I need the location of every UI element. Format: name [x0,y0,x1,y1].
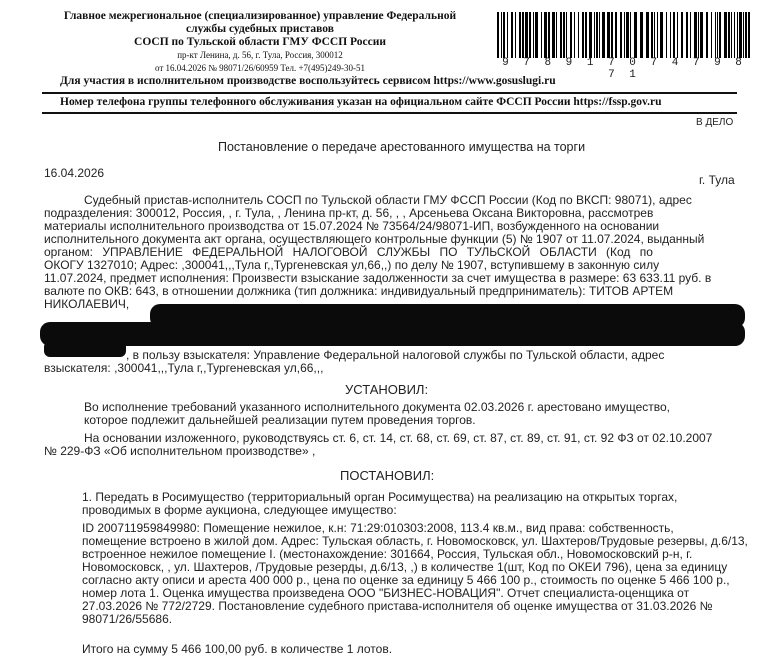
property-line: согласно акту описи и ареста 400 000 р., цена по оценке за единицу 5 466 100 р., стоимость по оценке 5 466 100 р., [82,573,730,587]
barcode-bar [582,12,584,58]
barcode-bar [585,12,587,58]
barcode-bar [563,12,565,58]
intro-line: органом: УПРАВЛЕНИЕ ФЕДЕРАЛЬНОЙ НАЛОГОВОЙ СЛУЖБЫ ПО ТУЛЬСКОЙ ОБЛАСТИ (Код по [44,245,653,259]
agency-address: пр-кт Ленина, д. 56, г. Тула, Россия, 300012 [177,50,343,60]
barcode-bar [724,12,727,58]
barcode-bar [677,12,678,58]
intro-line: 11.07.2024, предмет исполнения: Произвести взыскание задолженности за счет имущества в размере: 63 633.11 руб. в [44,271,712,285]
section-heading-postanovil: ПОСТАНОВИЛ: [340,468,435,483]
barcode-bar [548,12,550,58]
barcode-bar [507,12,508,58]
barcode-bar [533,12,534,58]
barcode-bar [589,12,592,58]
barcode-bar [745,12,747,58]
barcode-bar [660,12,663,58]
intro-tail-2: взыскателя: ,300041,,,Тула г,,Тургеневская ул,66,,, [44,361,324,375]
barcode-bar [646,12,649,58]
barcode-bar [654,12,655,58]
barcode-bar [624,12,625,58]
redaction-block [40,322,745,346]
barcode-bar [739,12,742,58]
barcode-bar [651,12,653,58]
property-line: ID 200711959849980: Помещение нежилое, к.н: 71:29:010303:2008, 113.4 кв.м., вид права: собственность, [82,521,674,535]
barcode-bar [501,12,502,58]
barcode-bar [634,12,637,58]
barcode-bar [731,12,732,58]
agency-ref-phone: от 16.04.2026 № 98071/26/60959 Тел. +7(495)249-30-51 [154,63,366,73]
barcode-bar [694,12,697,58]
barcode-bar [717,12,718,58]
property-line: 27.03.2026 № 772/2729. Постановление судебного пристава-исполнителя об оценке имущества от 31.03.2026 № [82,599,713,613]
ustanovil-line: которое подлежит дальнейшей реализации путем проведения торгов. [84,413,476,427]
intro-line: ОКОГУ 1327010; Адрес: ,300041,,,Тула г,,Тургеневская ул,66,,) по делу № 1907, вступившему в законную силу [44,258,660,272]
redaction-block [44,341,126,357]
agency-header [40,10,480,75]
barcode-bar [711,12,712,58]
property-line: 98071/26/55686. [82,612,173,626]
barcode-image [495,12,753,58]
barcode-bar [570,12,572,58]
property-line: помещение встроено в жилой дом. Адрес: Тульская область, г. Новомосковск, ул. Шахтеров/Трудовые резервы, д.6/13, [82,534,748,548]
clause-1-paragraph [44,491,738,517]
barcode-bar [560,12,562,58]
barcode-bar [657,12,658,58]
barcode-bar [596,12,598,58]
intro-paragraph [44,194,738,311]
barcode-bar [743,12,744,58]
barcode-bar [556,12,557,58]
barcode-bar [578,12,579,58]
barcode-bar [599,12,600,58]
barcode-bar [690,12,691,58]
barcode-bar [670,12,671,58]
basis-line: № 229-ФЗ «Об исполнительном производстве» , [44,444,316,458]
barcode-bar [503,12,505,58]
intro-line: Судебный пристав-исполнитель СОСП по Тульской области ГМУ ФССП России (Код по ВКСП: 98071), адрес [84,193,692,207]
barcode-bar [544,12,547,58]
intro-line: НИКОЛАЕВИЧ, [44,297,130,311]
barcode-bar [529,12,531,58]
barcode-bar [497,12,499,58]
clause-1-line: 1. Передать в Росимущество (территориальный орган Росимущества) на реализацию на открытых торгах, [82,490,678,504]
agency-line-1: Главное межрегиональное (специализированное) управление Федеральной [63,10,457,22]
barcode-bar [525,12,528,58]
total-line: Итого на сумму 5 466 100,00 руб. в количестве 1 лотов. [82,642,393,656]
barcode-bar [666,12,667,58]
agency-line-3: СОСП по Тульской области ГМУ ФССП России [134,36,386,48]
barcode-bar [715,12,716,58]
barcode-bar [686,12,688,58]
barcode-bar [728,12,730,58]
barcode-bar [626,12,629,58]
phone-notice: Номер телефона группы телефонного обслуживания указан на официальном сайте ФССП России https://fssp.gov.ru [60,96,662,108]
barcode-bar [611,12,613,58]
v-delo-stamp: В ДЕЛО [696,117,734,128]
property-line: встроенное нежилое помещение I. (местонахождение: 301664, Россия, Тульская обл., Новомосковский р-н, г. [82,547,693,561]
property-item-paragraph [44,521,748,626]
intro-line: материалы исполнительного производства от 15.07.2024 № 73564/24/98071-ИП, возбужденного на основании [44,219,660,233]
barcode-bar [734,12,735,58]
ustanovil-line: Во исполнение требований указанного исполнительного документа 02.03.2026 г. арестовано имущество, [84,400,671,414]
clause-1-line: проводимых в форме аукциона, следующее имущество: [82,503,397,517]
barcode-bar [511,12,513,58]
barcode-bar [607,12,610,58]
barcode-bar [719,12,721,58]
barcode-bar [615,12,617,58]
barcode-bar [700,12,703,58]
barcode-bar [602,12,605,58]
intro-line: исполнительного документа акт органа, осуществляющего контрольные функции (5) № 1907 от 11.07.2024, выданный [44,232,705,246]
agency-line-2: службы судебных приставов [186,23,334,35]
property-line: номер лота 1. Оценка имущества произведена ООО "БИЗНЕС-НОВАЦИЯ". Отчет специалиста-оценщика от [82,586,690,600]
barcode-bar [706,12,708,58]
barcode-bar [519,12,521,58]
header-rule-2 [42,112,737,114]
barcode-bar [566,12,567,58]
property-line: Новомосковск, , ул. Шахтеров, /Трудовые резерды, д.6/13, ,) в количестве 1(шт, Код по ОКЕИ 796), цена за единицу [82,560,728,574]
intro-line: валюте по ОКВ: 643, в отношении должника (тип должника: индивидуальный предприниматель): ТИТОВ АРТЕМ [44,284,674,298]
ustanovil-paragraph [44,401,738,427]
basis-paragraph [44,432,738,458]
document-date: 16.04.2026 [44,166,105,180]
barcode-bar [737,12,738,58]
intro-line: подразделения: 300012, Россия, , г. Тула, , Ленина пр-кт, д. 56, , , Арсеньева Оксана Викторовна, рассмотрев [44,206,654,220]
barcode-bar [535,12,538,58]
barcode-bar [552,12,555,58]
document-title: Постановление о передаче арестованного имущества на торги [218,140,586,154]
intro-tail-line: , в пользу взыскателя: Управление Федеральной налоговой службы по Тульской области, адрес [126,348,665,362]
barcode-bar [541,12,542,58]
barcode-bar [522,12,524,58]
barcode-bar [640,12,643,58]
barcode-bar [620,12,622,58]
barcode-bar [630,12,631,58]
barcode-bar [594,12,595,58]
barcode-bar [673,12,675,58]
barcode-bar [574,12,575,58]
barcode-bar [681,12,683,58]
basis-line: На основании изложенного, руководствуясь ст. 6, ст. 14, ст. 68, ст. 69, ст. 87, ст. 89, ст. 91, ст. 92 ФЗ от 02.10.2007 [84,431,713,445]
gosuslugi-notice: Для участия в исполнительном производстве воспользуйтесь сервисом https://www.gosuslugi.ru [60,75,556,87]
barcode-digits: 9 7 8 9 1 7 0 7 4 7 9 8 7 1 [502,57,746,81]
barcode-bar [698,12,699,58]
barcode-bar [748,12,750,58]
header-rule-1 [42,92,737,94]
document-city: г. Тула [699,173,735,187]
section-heading-ustanovil: УСТАНОВИЛ: [345,382,429,397]
barcode-bar [515,12,516,58]
